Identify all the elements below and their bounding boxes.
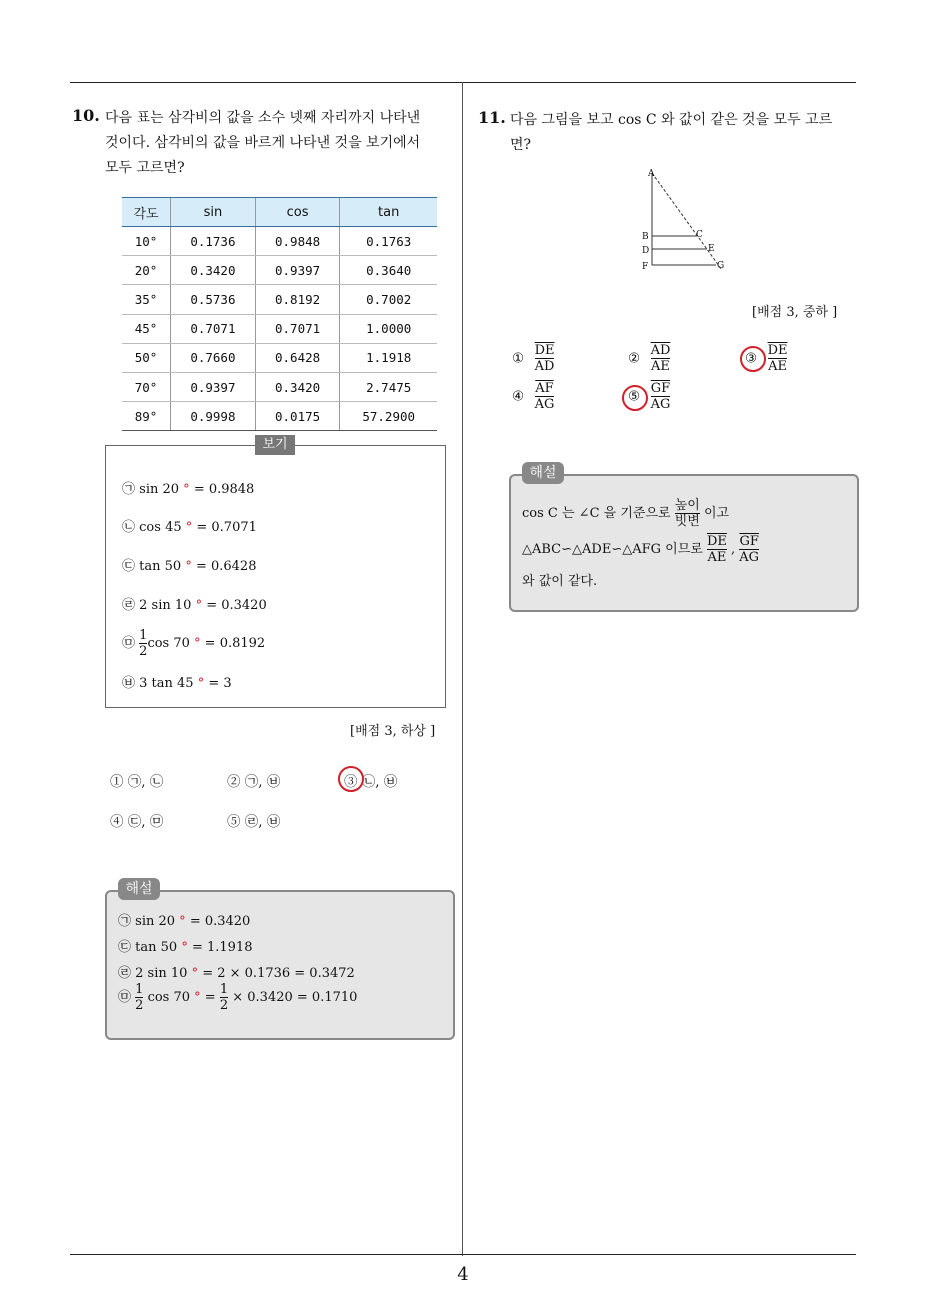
degree-symbol: ° (187, 966, 199, 981)
degree-symbol: ° (177, 940, 188, 955)
table-header: sin (171, 198, 256, 227)
table-cell: 89° (122, 402, 171, 431)
table-cell: 0.1736 (171, 227, 256, 256)
choice-3[interactable]: ③ $\frac{\overline{DE}}{AE}$ (745, 343, 788, 374)
table-row (122, 227, 437, 256)
table-cell: 0.3420 (255, 372, 340, 401)
degree-symbol: ° (179, 482, 190, 497)
table-cell: 57.2900 (340, 402, 437, 431)
bogi-title: 보기 (255, 435, 295, 455)
choice-2[interactable]: ② ㉠, ㉥ (227, 774, 281, 790)
degree-symbol: ° (175, 914, 186, 929)
choice-4[interactable]: ④ $\frac{\overline{AF}}{AG}$ (512, 381, 555, 412)
answer-circle-icon (740, 346, 766, 372)
solution-tag: 해설 (118, 878, 160, 900)
question-10 (72, 106, 100, 125)
choice-1[interactable]: ① ㉠, ㉡ (110, 774, 164, 790)
degree-symbol: ° (181, 559, 192, 574)
table-cell: 50° (122, 343, 171, 372)
table-cell: 0.5736 (171, 285, 256, 314)
table-row (122, 314, 437, 343)
fig-label: A (648, 169, 655, 179)
table-row (122, 372, 437, 401)
table-cell: 2.7475 (340, 372, 437, 401)
question-number: 11. (478, 108, 506, 127)
degree-symbol: ° (191, 598, 203, 613)
math-line: ㉤ $\frac{1}{2}$ cos 70 ° = $\frac{1}{2}$ × 0.3420 = 0.1710 (118, 982, 358, 1013)
table-row (122, 343, 437, 372)
question-number: 10. (72, 106, 100, 125)
choice-2[interactable]: ② $\frac{\overline{AD}}{AE}$ (628, 343, 671, 374)
degree-symbol: ° (189, 636, 201, 651)
table-cell: 0.7660 (171, 343, 256, 372)
math-line: ㉡ cos 45 ° = 0.7071 (122, 520, 257, 535)
degree-symbol: ° (193, 676, 205, 691)
solution-tag: 해설 (522, 462, 564, 484)
table-header: cos (255, 198, 340, 227)
table-cell: 20° (122, 256, 171, 285)
score-label: [배점 3, 중하 ] (752, 305, 838, 320)
math-line: ㉤ $\frac{1}{2}$ cos 70 ° = 0.8192 (122, 628, 266, 659)
table-cell: 0.7071 (255, 314, 340, 343)
score-label: [배점 3, 하상 ] (350, 724, 436, 739)
table-cell: 45° (122, 314, 171, 343)
choice-3[interactable]: ③ ㉡, ㉥ (344, 774, 398, 790)
bogi-list (122, 478, 432, 698)
fig-label: B (642, 232, 649, 242)
table-header: tan (340, 198, 437, 227)
choice-4[interactable]: ④ ㉢, ㉤ (110, 814, 164, 830)
table-cell: 1.0000 (340, 314, 437, 343)
question-11 (478, 108, 506, 127)
math-line: ㉥ 3 tan 45 ° = 3 (122, 676, 232, 691)
table-cell: 0.0175 (255, 402, 340, 431)
table-cell: 0.9397 (255, 256, 340, 285)
degree-symbol: ° (181, 520, 193, 535)
math-line: ㉠ sin 20 ° = 0.9848 (122, 482, 255, 497)
column-divider (462, 82, 463, 1256)
degree-symbol: ° (190, 990, 201, 1005)
table-cell: 0.9848 (255, 227, 340, 256)
fig-label: E (708, 244, 715, 254)
question-11-text: 다음 그림을 보고 cos C 와 값이 같은 것을 모두 고르 면? (510, 112, 833, 153)
table-cell: 10° (122, 227, 171, 256)
math-line: ㉢ tan 50 ° = 1.1918 (118, 940, 253, 955)
choice-5[interactable]: ⑤ ㉣, ㉥ (227, 814, 281, 830)
table-cell: 35° (122, 285, 171, 314)
top-rule (70, 82, 856, 83)
math-line: ㉢ tan 50 ° = 0.6428 (122, 559, 257, 574)
answer-circle-icon (338, 766, 364, 792)
table-header-row (122, 198, 437, 227)
table-cell: 0.1763 (340, 227, 437, 256)
fig-label: C (696, 230, 703, 240)
table-row (122, 285, 437, 314)
solution-content (118, 910, 448, 1020)
table-row (122, 256, 437, 285)
table-header: 각도 (122, 198, 171, 227)
table-cell: 1.1918 (340, 343, 437, 372)
table-cell: 0.3640 (340, 256, 437, 285)
fig-label: G (717, 261, 725, 271)
answer-circle-icon (622, 385, 648, 411)
math-line: ㉠ sin 20 ° = 0.3420 (118, 914, 251, 929)
triangle-figure (630, 165, 740, 275)
math-line: ㉣ 2 sin 10 ° = 0.3420 (122, 598, 267, 613)
table-cell: 0.7002 (340, 285, 437, 314)
table-cell: 0.7071 (171, 314, 256, 343)
bottom-rule (70, 1254, 856, 1255)
table-cell: 0.9397 (171, 372, 256, 401)
table-cell: 70° (122, 372, 171, 401)
fig-label: D (642, 246, 650, 256)
question-10-text: 다음 표는 삼각비의 값을 소수 넷째 자리까지 나타낸 것이다. 삼각비의 값을 바르게 나타낸 것을 보기에서 모두 고르면? (105, 110, 421, 176)
page-number: 4 (457, 1264, 469, 1285)
table-row (122, 402, 437, 431)
table-cell: 0.9998 (171, 402, 256, 431)
choice-1[interactable]: ① $\frac{\overline{DE}}{AD}$ (512, 343, 555, 374)
math-line: ㉣ 2 sin 10 ° = 2 × 0.1736 = 0.3472 (118, 966, 355, 981)
fig-label: F (642, 262, 649, 272)
table-cell: 0.6428 (255, 343, 340, 372)
table-cell: 0.3420 (171, 256, 256, 285)
choice-5[interactable]: ⑤ $\frac{\overline{GF}}{AG}$ (628, 381, 671, 412)
trig-table (122, 197, 437, 431)
table-cell: 0.8192 (255, 285, 340, 314)
solution-content: cos C 는 ∠C 을 기준으로 $\frac{\text{높이}}{\text{빗변}}$ 이고 △ABC∽△ADE∽△AFG 이므로 $\frac{\overline{DE}}{AE}$ , $\frac{\overline{GF}}{AG}$ 와 값이 같다. (522, 498, 760, 589)
